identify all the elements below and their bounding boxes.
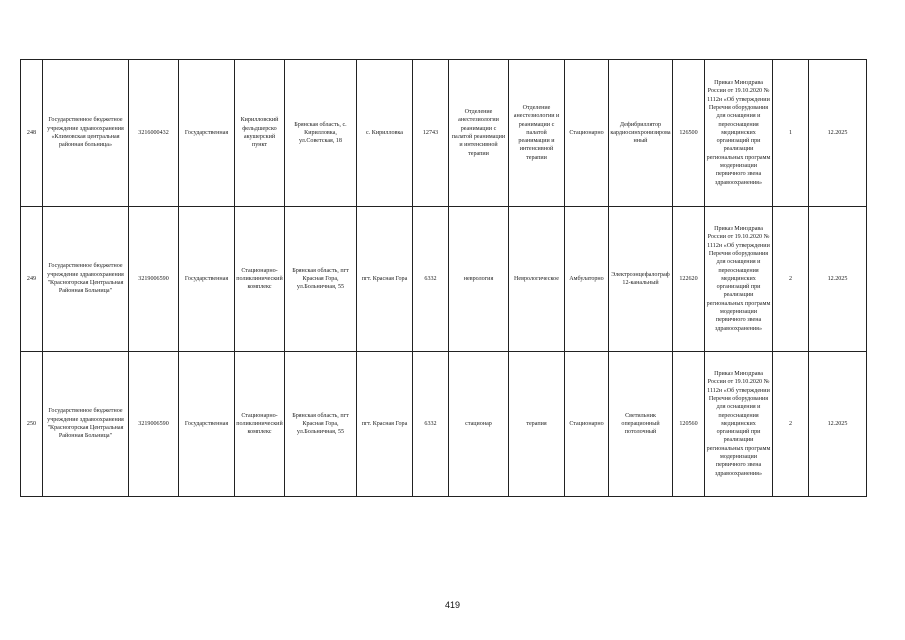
delivery-date: 12.2025: [809, 352, 867, 497]
address: Брянская область, пгт Красная Гора, ул.Больничная, 55: [285, 207, 357, 352]
ownership-type: Государственная: [179, 207, 235, 352]
equipment-code: 122620: [673, 207, 705, 352]
page-number: 419: [444, 600, 461, 610]
locality: с. Кирилловка: [357, 60, 413, 207]
row-number: 248: [21, 60, 43, 207]
quantity: 1: [773, 60, 809, 207]
oktmo-code: 6332: [413, 352, 449, 497]
table-row: [21, 60, 867, 207]
organization-name: Государственное бюджетное учреждение здравоохранения "Красногорская Центральная Районная Больница": [43, 207, 129, 352]
equipment-code: 126500: [673, 60, 705, 207]
inn-code: 3216000432: [129, 60, 179, 207]
legal-basis: Приказ Минздрава России от 19.10.2020 № 1112н «Об утверждении Перечня оборудования для оснащения и переоснащения медицинских организаций при реализации региональных программ модернизации первичного звена здравоохранения»: [705, 207, 773, 352]
medical-profile: Отделение анестезиологии реанимации с палатой реанимации и интенсивной терапии: [449, 60, 509, 207]
table-row: [21, 352, 867, 497]
care-conditions: Стационарно: [565, 60, 609, 207]
structural-unit: Кирилловский фельдшерско акушерский пункт: [235, 60, 285, 207]
address: Брянская область, пгт Красная Гора, ул.Больничная, 55: [285, 352, 357, 497]
organization-name: Государственное бюджетное учреждение здравоохранения «Климовская центральная районная больница»: [43, 60, 129, 207]
table-row: [21, 207, 867, 352]
oktmo-code: 12743: [413, 60, 449, 207]
equipment-name: Дефибриллятор кардиосинхронизированный: [609, 60, 673, 207]
oktmo-code: 6332: [413, 207, 449, 352]
care-conditions: Амбулаторно: [565, 207, 609, 352]
delivery-date: 12.2025: [809, 207, 867, 352]
equipment-name: Электроэнцефалограф 12-канальный: [609, 207, 673, 352]
locality: пгт. Красная Гора: [357, 352, 413, 497]
department: Отделение анестезиологии и реанимации с палатой реанимации и интенсивной терапии: [509, 60, 565, 207]
medical-profile: неврология: [449, 207, 509, 352]
legal-basis: Приказ Минздрава России от 19.10.2020 № 1112н «Об утверждении Перечня оборудования для оснащения и переоснащения медицинских организаций при реализации региональных программ модернизации первичного звена здравоохранения»: [705, 60, 773, 207]
equipment-table: [20, 59, 867, 497]
ownership-type: Государственная: [179, 60, 235, 207]
legal-basis: Приказ Минздрава России от 19.10.2020 № 1112н «Об утверждении Перечня оборудования для оснащения и переоснащения медицинских организаций при реализации региональных программ модернизации первичного звена здравоохранения»: [705, 352, 773, 497]
structural-unit: Стационарно-поликлинический комплекс: [235, 352, 285, 497]
equipment-code: 120560: [673, 352, 705, 497]
organization-name: Государственное бюджетное учреждение здравоохранения "Красногорская Центральная Районная Больница": [43, 352, 129, 497]
delivery-date: 12.2025: [809, 60, 867, 207]
department: терапия: [509, 352, 565, 497]
address: Брянская область, с. Кирилловка, ул.Советская, 18: [285, 60, 357, 207]
inn-code: 3219006590: [129, 207, 179, 352]
quantity: 2: [773, 352, 809, 497]
row-number: 249: [21, 207, 43, 352]
ownership-type: Государственная: [179, 352, 235, 497]
care-conditions: Стационарно: [565, 352, 609, 497]
locality: пгт. Красная Гора: [357, 207, 413, 352]
equipment-name: Светильник операционный потолочный: [609, 352, 673, 497]
department: Неврологическое: [509, 207, 565, 352]
quantity: 2: [773, 207, 809, 352]
inn-code: 3219006590: [129, 352, 179, 497]
row-number: 250: [21, 352, 43, 497]
structural-unit: Стационарно-поликлинический комплекс: [235, 207, 285, 352]
medical-profile: стационар: [449, 352, 509, 497]
